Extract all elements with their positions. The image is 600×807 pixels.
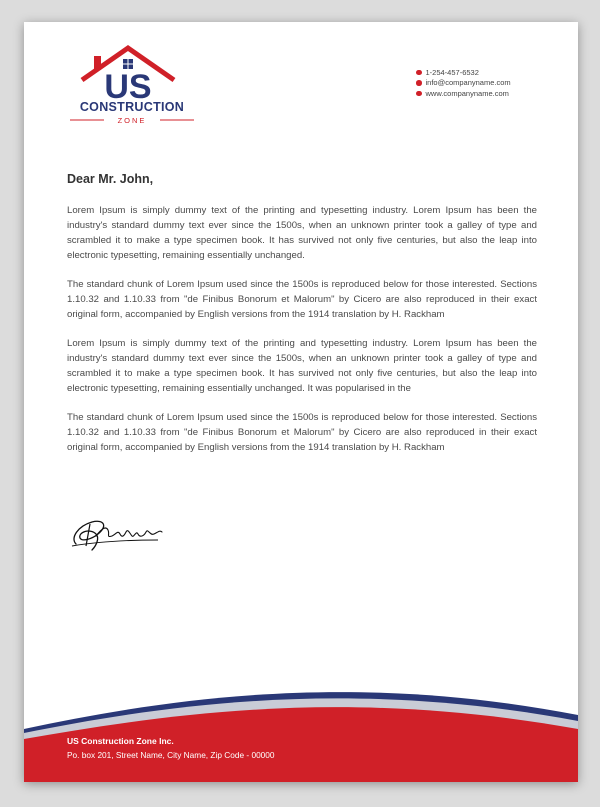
paragraph-2: The standard chunk of Lorem Ipsum used since the 1500s is reproduced below for those interested. Sections 1.10.32 and 1.10.33 from "de Finibus Bonorum et Malorum" by Cicero are also reproduced in their exact original form, accompanied by English versions from the 1914 translation by H. Rackham [67, 279, 537, 320]
contact-web [416, 88, 511, 99]
paragraph-3: Lorem Ipsum is simply dummy text of the printing and typesetting industry. Lorem Ipsum has been the industry's standard dummy text ever since the 1500s, when an unknown printer took a galley of type and scrambled it to make a type specimen book. It has survived not only five centuries, but also the leap into electronic typesetting, remaining essentially unchanged. It was popularised in the [67, 338, 537, 394]
footer-company: US Construction Zone Inc. [67, 736, 174, 746]
paragraph-4: The standard chunk of Lorem Ipsum used since the 1500s is reproduced below for those interested. Sections 1.10.32 and 1.10.33 from "de Finibus Bonorum et Malorum" by Cicero are also reproduced in their exact original form, accompanied by English versions from the 1914 translation by H. Rackham [67, 412, 537, 453]
logo-initials: US [104, 68, 152, 102]
email-icon [416, 80, 422, 86]
signature-icon [66, 510, 166, 555]
footer-address: Po. box 201, Street Name, City Name, Zip Code - 00000 [67, 750, 275, 760]
paragraph-1: Lorem Ipsum is simply dummy text of the printing and typesetting industry. Lorem Ipsum has been the industry's standard dummy text ever since the 1500s, when an unknown printer took a galley of type and scrambled it to make a type specimen book. It has survived not only five centuries, but also the leap into electronic typesetting, remaining essentially unchanged. [67, 205, 537, 261]
web-text: www.companyname.com [425, 88, 509, 98]
brand-name: CONSTRUCTION [79, 100, 185, 114]
footer [24, 677, 578, 782]
contact-email [416, 78, 511, 89]
salutation: Dear Mr. John, [67, 172, 154, 186]
contact-info [416, 67, 511, 99]
letter-body [67, 172, 537, 469]
brand-subtitle: ZONE [117, 116, 147, 125]
company-logo [62, 42, 202, 132]
web-icon [416, 91, 422, 97]
footer-wave [24, 677, 578, 782]
signature [66, 510, 166, 560]
phone-icon [416, 70, 422, 76]
email-text: info@companyname.com [425, 78, 511, 88]
phone-text: 1-254-457-6532 [425, 67, 479, 77]
letterhead-page [24, 22, 578, 782]
contact-phone [416, 67, 511, 78]
